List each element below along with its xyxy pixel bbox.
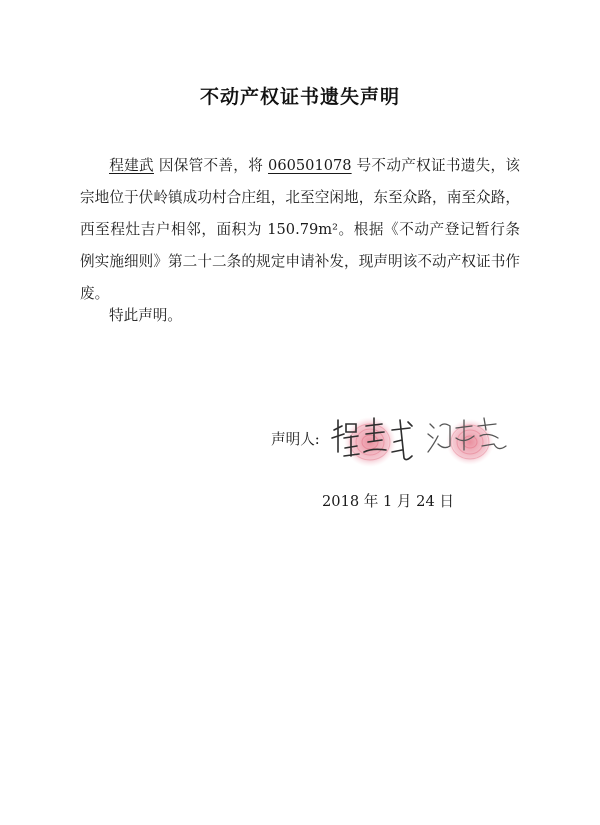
- body-text-3: 失，该宗地位于伏岭镇成功村合庄组，北至空闲地，东至众路，南至众路，西至程灶吉户相邻，面积为: [80, 157, 520, 238]
- area-value: 150.79m²: [267, 221, 338, 238]
- declaration-paragraph: [80, 150, 520, 310]
- signature-1: [326, 408, 436, 472]
- declaration-body: [80, 150, 520, 310]
- document-title: 不动产权证书遗失声明: [199, 86, 400, 108]
- body-text-2: 号不动产权证书遗: [356, 157, 476, 174]
- body-text-1: 因保管不善，将: [158, 157, 264, 174]
- certificate-number: 060501078: [268, 157, 352, 174]
- declaration-date: 2018 年 1 月 24 日: [322, 493, 454, 510]
- declarant-name: 程建武: [109, 157, 154, 174]
- closing-statement: 特此声明。: [109, 307, 182, 324]
- signature-2: [424, 410, 514, 470]
- declarant-label: 声明人:: [271, 431, 320, 448]
- body-text-4: 。根据《不动产登记暂行条例实施细则》第二十二条的规定申请补发，现声明该不动产权证书作废。: [80, 221, 520, 302]
